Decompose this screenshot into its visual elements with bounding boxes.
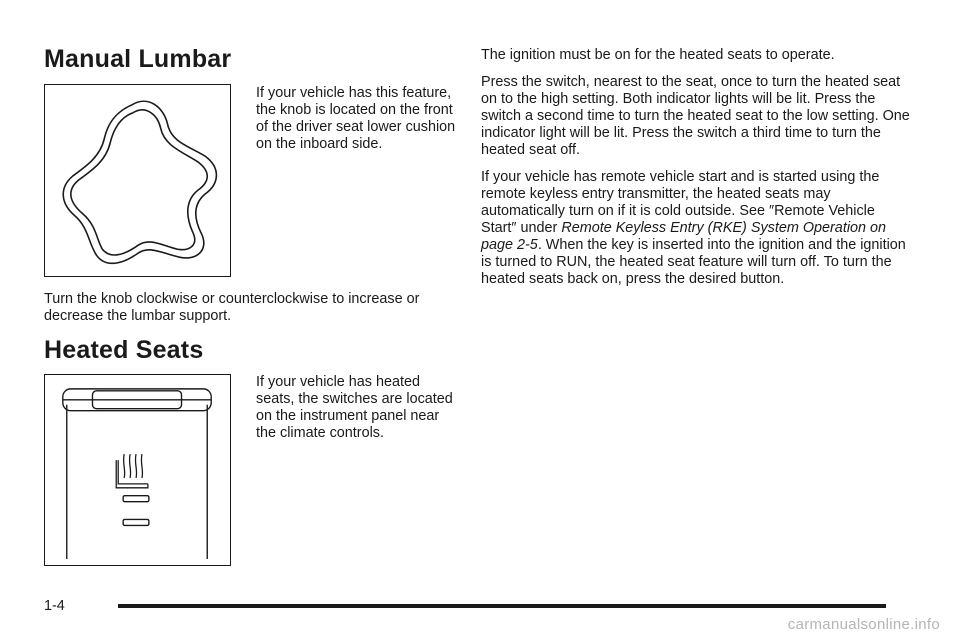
heated-seats-location-text: If your vehicle has heated seats, the switches are located on the instrument panel near the climate controls. xyxy=(256,374,453,441)
rke-cross-reference: Remote Keyless Entry (RKE) System Operation on page 2-5 xyxy=(481,220,887,253)
lumbar-location-text: If your vehicle has this feature, the knob is located on the front of the driver seat lower cushion on the inboard side. xyxy=(256,85,456,152)
heated-seat-icon xyxy=(116,454,148,488)
manual-lumbar-heading: Manual Lumbar xyxy=(44,45,232,73)
heated-seats-heading: Heated Seats xyxy=(44,336,204,364)
remote-start-text: If your vehicle has remote vehicle start and is started using the remote keyless entry transmitter, the heated seats may automatically turn on if it is cold outside. See ″Remote Vehicle Start″ under Remote Keyless Entry (RKE) System Operation on page 2-5. When the key is inserted into the ignition and the ignition is turned to RUN, the heated seat feature will turn off. To turn the heated seats back on, press the desired button. xyxy=(481,169,906,287)
watermark: carmanualsonline.info xyxy=(787,616,940,633)
lumbar-knob-illustration xyxy=(44,84,231,277)
switch-operation-text: Press the switch, nearest to the seat, once to turn the heated seat on to the high setting. Both indicator lights will be lit. Press the switch a second time to turn the heated seat to the low setting. One indicator light will be lit. Press the switch a third time to turn the heated seat off. xyxy=(481,74,910,158)
indicator-light-low xyxy=(123,519,149,525)
remote-start-quote: ″Remote Vehicle Start″ xyxy=(481,203,875,236)
page-number: 1-4 xyxy=(44,598,65,614)
footer-rule xyxy=(118,604,886,608)
lumbar-knob-icon xyxy=(45,85,230,276)
heated-seat-switch-illustration xyxy=(44,374,231,566)
indicator-light-high xyxy=(123,496,149,502)
heated-seat-panel-icon xyxy=(45,375,230,565)
ignition-note: The ignition must be on for the heated seats to operate. xyxy=(481,47,835,63)
right-column xyxy=(481,47,911,298)
lumbar-usage-text: Turn the knob clockwise or counterclockwise to increase or decrease the lumbar support. xyxy=(44,291,420,324)
